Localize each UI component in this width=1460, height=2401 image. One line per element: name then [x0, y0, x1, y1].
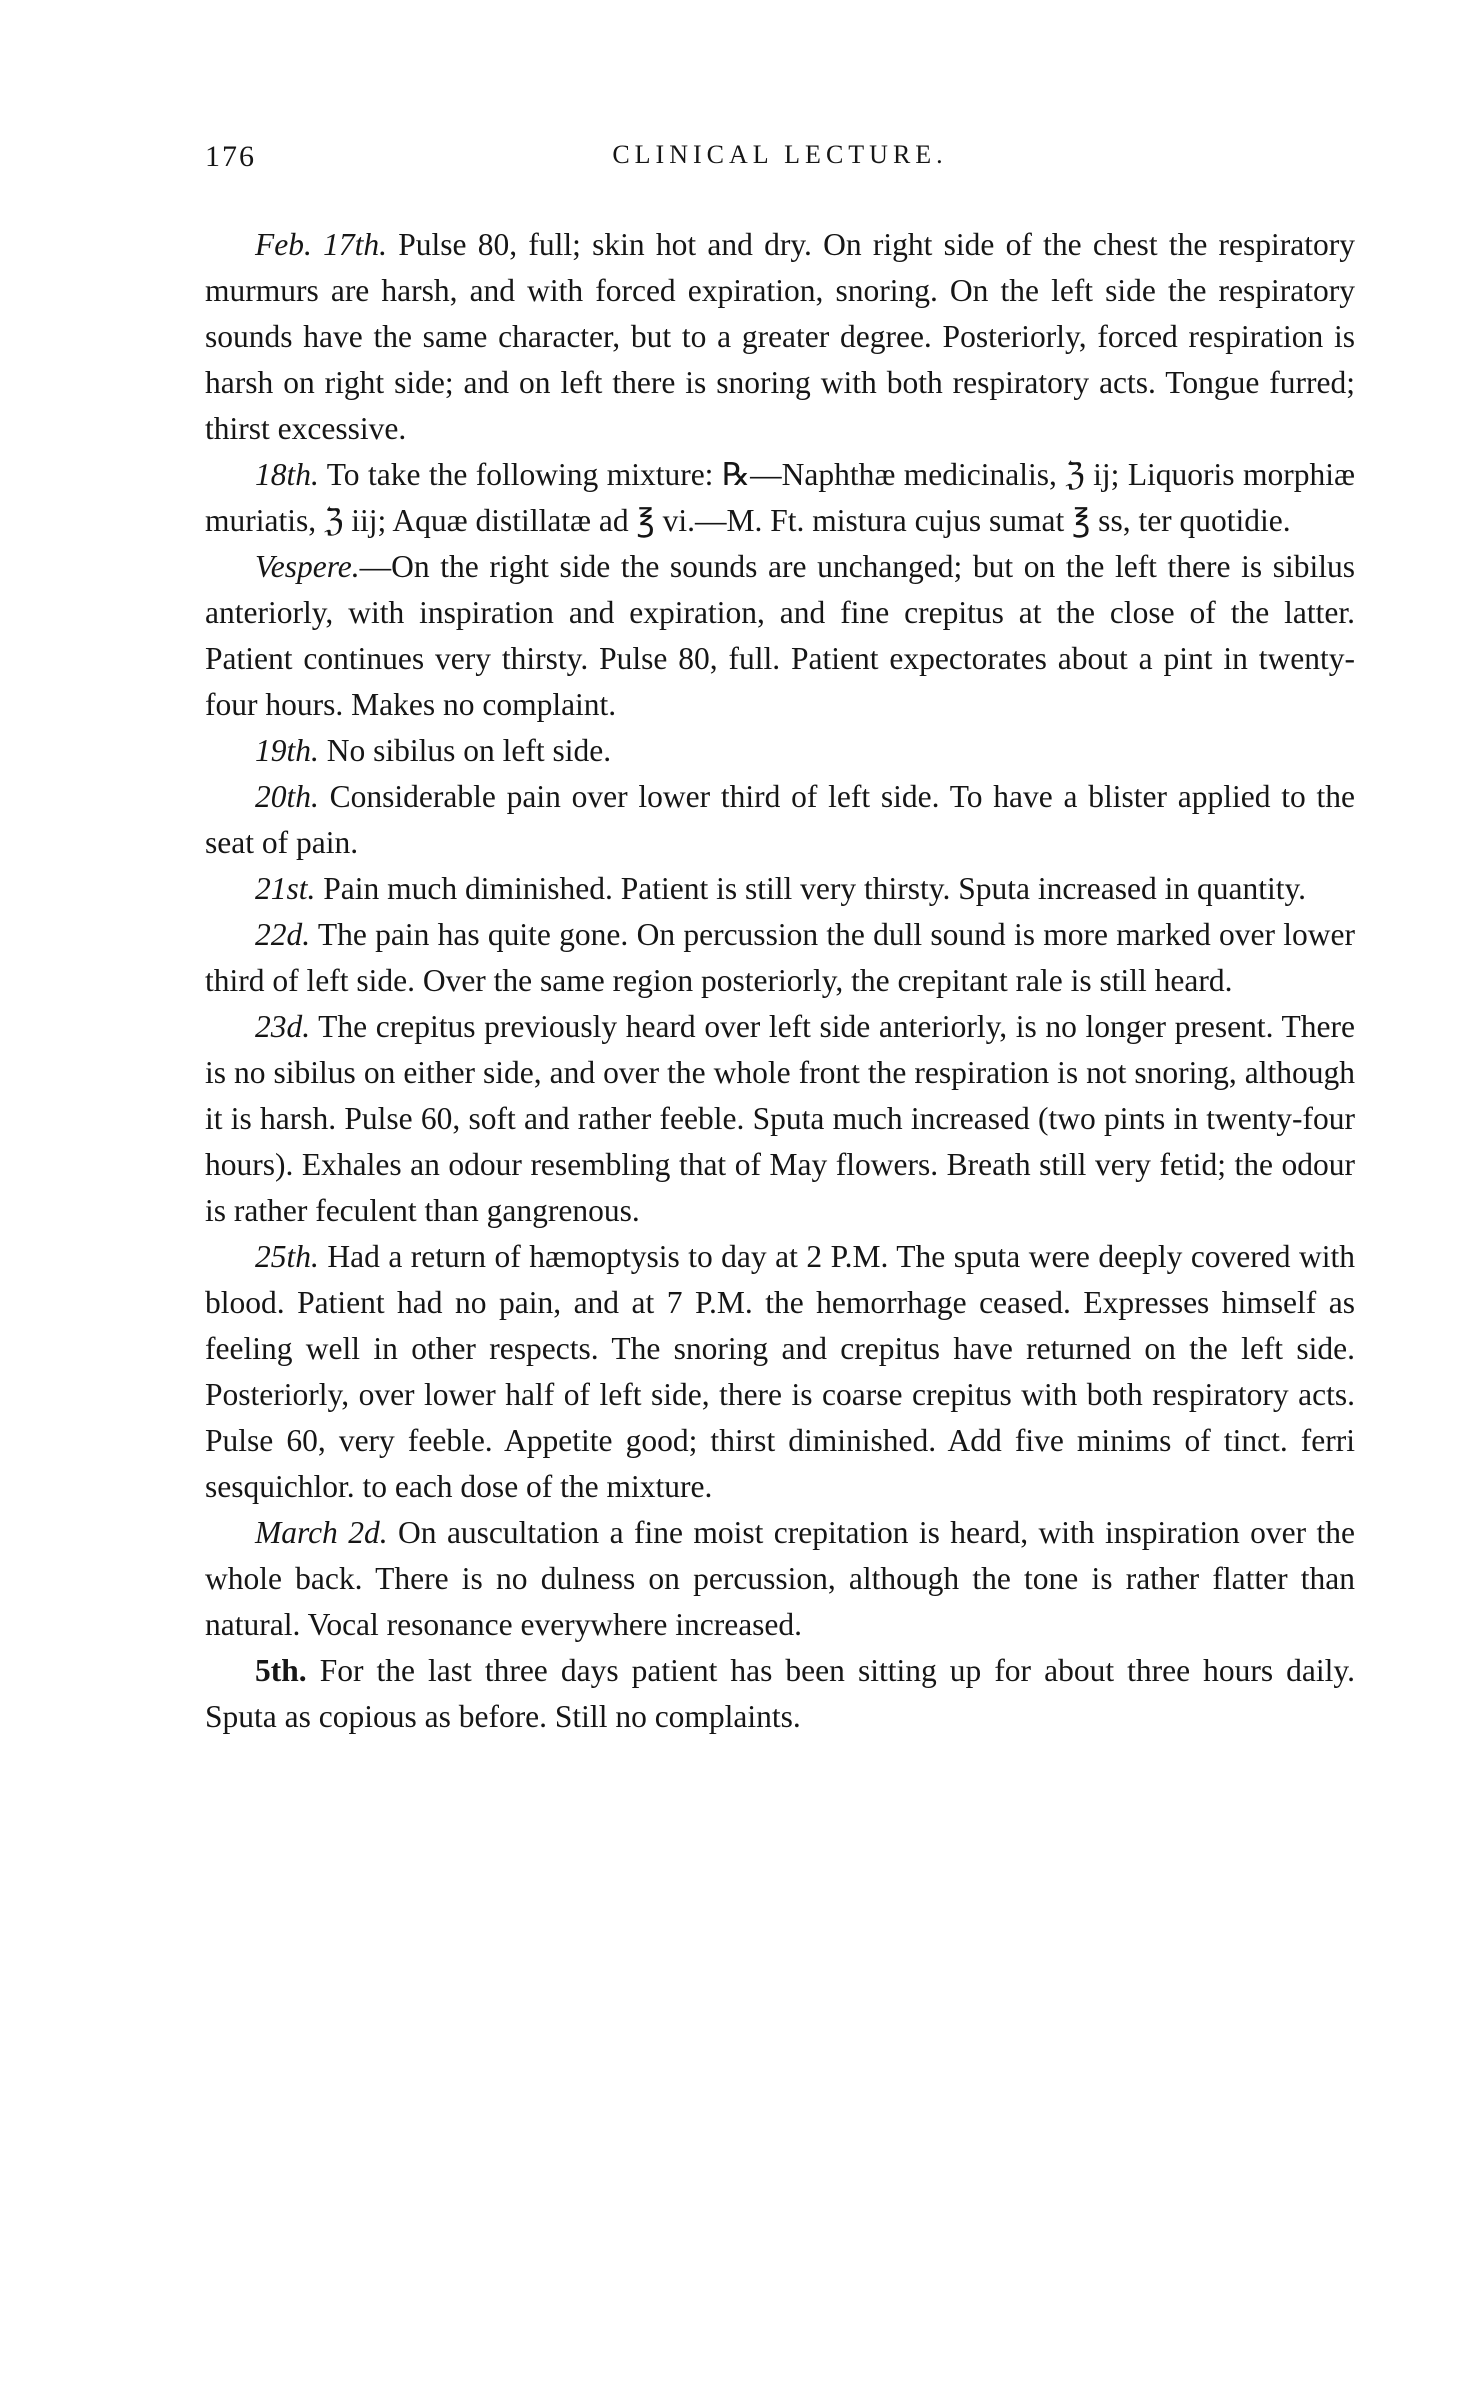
entry-text: Had a return of hæmoptysis to day at 2 P.M. The sputa were deeply covered with blood. Patient had no pain, and at 7 P.M. the hemorrhage ceased. Expresses himself as feeling well in other respects. The snoring and crepitus have returned on the left side. Posteriorly, over lower half of left side, there is coarse crepitus with both respiratory acts. Pulse 60, very feeble. Appetite good; thirst diminished. Add five minims of tinct. ferri sesquichlor. to each dose of the mixture.: [205, 1239, 1355, 1504]
page-header: [205, 140, 1355, 180]
entry-vespere: [205, 544, 1355, 728]
entry-18: [205, 452, 1355, 544]
entry-date: 18th.: [255, 457, 319, 492]
entry-20: [205, 774, 1355, 866]
entry-date: 22d.: [255, 917, 311, 952]
entry-text: Considerable pain over lower third of left side. To have a blister applied to the seat of pain.: [205, 779, 1355, 860]
entry-feb-17: [205, 222, 1355, 452]
entry-text: —On the right side the sounds are unchanged; but on the left there is sibilus anteriorly, with inspiration and expiration, and fine crepitus at the close of the latter. Patient continues very thirsty. Pulse 80, full. Patient expectorates about a pint in twenty-four hours. Makes no complaint.: [205, 549, 1355, 722]
entry-date: 25th.: [255, 1239, 319, 1274]
entry-date: March 2d.: [255, 1515, 388, 1550]
entry-21: [205, 866, 1355, 912]
entry-5: [205, 1648, 1355, 1740]
entry-text: For the last three days patient has been sitting up for about three hours daily. Sputa as copious as before. Still no complaints.: [205, 1653, 1355, 1734]
entry-date: 5th.: [255, 1653, 307, 1688]
entry-25: [205, 1234, 1355, 1510]
entry-date: Feb. 17th.: [255, 227, 387, 262]
entry-text: Pulse 80, full; skin hot and dry. On right side of the chest the respiratory murmurs are harsh, and with forced expiration, snoring. On the left side the respiratory sounds have the same character, but to a greater degree. Posteriorly, forced respiration is harsh on right side; and on left there is snoring with both respiratory acts. Tongue furred; thirst excessive.: [205, 227, 1355, 446]
clinical-notes: [205, 222, 1355, 1740]
entry-march-2: [205, 1510, 1355, 1648]
entry-date: 21st.: [255, 871, 316, 906]
entry-text: The pain has quite gone. On percussion the dull sound is more marked over lower third of left side. Over the same region posteriorly, the crepitant rale is still heard.: [205, 917, 1355, 998]
entry-text: To take the following mixture: ℞—Naphthæ medicinalis, ℨ ij; Liquoris morphiæ muriatis, ℨ iij; Aquæ distillatæ ad ℥ vi.—M. Ft. mistura cujus sumat ℥ ss, ter quotidie.: [205, 457, 1355, 538]
entry-text: On auscultation a fine moist crepitation is heard, with inspiration over the whole back. There is no dulness on percussion, although the tone is rather flatter than natural. Vocal resonance everywhere increased.: [205, 1515, 1355, 1642]
entry-date: 20th.: [255, 779, 319, 814]
entry-23: [205, 1004, 1355, 1234]
entry-text: Pain much diminished. Patient is still very thirsty. Sputa increased in quantity.: [315, 871, 1307, 906]
entry-date: 23d.: [255, 1009, 311, 1044]
running-head: CLINICAL LECTURE.: [612, 140, 948, 169]
entry-22: [205, 912, 1355, 1004]
entry-date: 19th.: [255, 733, 319, 768]
entry-text: The crepitus previously heard over left side anteriorly, is no longer present. There is no sibilus on either side, and over the whole front the respiration is not snoring, although it is harsh. Pulse 60, soft and rather feeble. Sputa much increased (two pints in twenty-four hours). Exhales an odour resembling that of May flowers. Breath still very fetid; the odour is rather feculent than gangrenous.: [205, 1009, 1355, 1228]
entry-date: Vespere.: [255, 549, 360, 584]
page-number: 176: [205, 140, 256, 173]
entry-text: No sibilus on left side.: [318, 733, 612, 768]
entry-19: [205, 728, 1355, 774]
